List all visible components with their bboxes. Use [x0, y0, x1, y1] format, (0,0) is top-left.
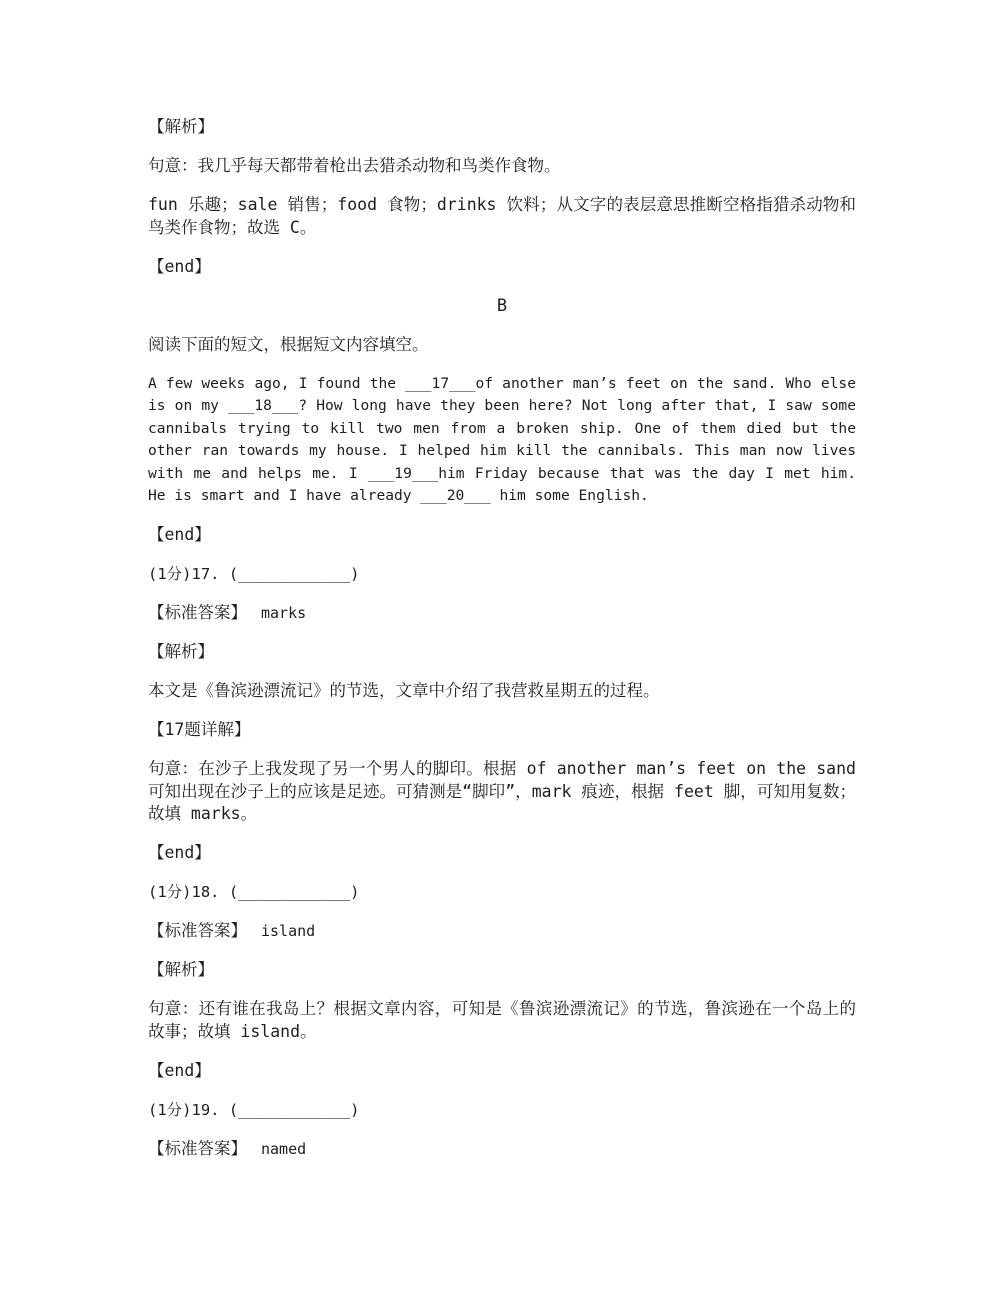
answer-row-19: [148, 1138, 856, 1161]
analysis-label-q16: 【解析】: [148, 117, 214, 136]
standard-answer-value-17: marks: [261, 604, 307, 622]
answer-row-18: [148, 920, 856, 943]
section-b-instructions: 阅读下面的短文，根据短文内容填空。: [148, 334, 429, 354]
q17-explanation: 句意：在沙子上我发现了另一个男人的脚印。根据 of another man’s feet on the sand 可知出现在沙子上的应该是足迹。可猜测是“脚印”，mark 痕迹，根据 feet 脚，可知用复数；故填 marks。: [148, 759, 856, 823]
end-marker-q18: 【end】: [148, 1060, 211, 1080]
section-b-heading: B: [496, 295, 508, 316]
standard-answer-value-18: island: [261, 922, 316, 940]
standard-answer-label-19: 【标准答案】: [148, 1138, 247, 1158]
passage-summary-q17: 本文是《鲁滨逊漂流记》的节选，文章中介绍了我营救星期五的过程。: [148, 681, 660, 700]
q17-detail-label: 【17题详解】: [148, 720, 251, 739]
sentence-meaning-q16: 句意：我几乎每天都带着枪出去猎杀动物和鸟类作食物。: [148, 156, 561, 175]
answer-row-17: [148, 602, 856, 625]
vocab-note-q16: fun 乐趣；sale 销售；food 食物；drinks 饮料；从文字的表层意思推断空格指猎杀动物和鸟类作食物；故选 C。: [148, 195, 856, 237]
q18-explanation: 句意：还有谁在我岛上？根据文章内容，可知是《鲁滨逊漂流记》的节选，鲁滨逊在一个岛上的故事；故填 island。: [148, 999, 856, 1041]
end-marker-passage: 【end】: [148, 525, 211, 544]
analysis-label-q17: 【解析】: [148, 642, 214, 661]
question-19-prompt: (1分)19. (____________): [148, 1100, 360, 1119]
document-content: [148, 116, 856, 1177]
question-18-prompt: (1分)18. (____________): [148, 883, 360, 901]
end-marker-q17: 【end】: [148, 843, 211, 862]
end-marker-q16: 【end】: [148, 256, 211, 276]
analysis-label-q18: 【解析】: [148, 960, 214, 979]
standard-answer-label-18: 【标准答案】: [148, 921, 247, 940]
standard-answer-label-17: 【标准答案】: [148, 603, 247, 622]
cloze-passage: A few weeks ago, I found the ___17___of another man’s feet on the sand. Who else is on my ___18___? How long have they been here? Not long after that, I saw some cannibals trying to kill two men from a broken ship. One of them died but the other ran towards my house. I helped him kill the cannibals. This man now lives with me and helps me. I ___19___him Friday because that was the day I met him. He is smart and I have already ___20___ him some English.: [148, 374, 856, 504]
standard-answer-value-19: named: [261, 1139, 307, 1158]
question-17-prompt: (1分)17. (____________): [148, 565, 360, 583]
